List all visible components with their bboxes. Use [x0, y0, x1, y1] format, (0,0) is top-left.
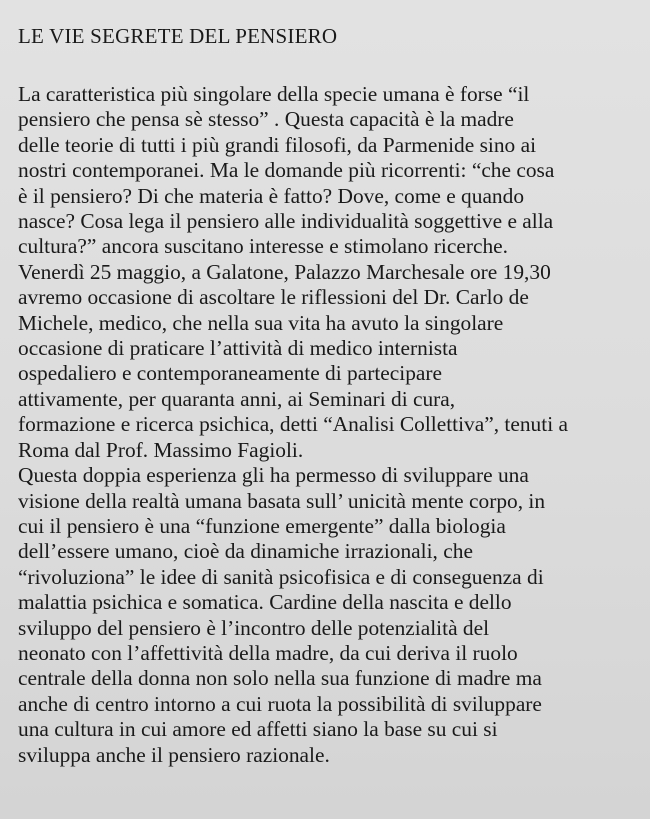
text-line: pensiero che pensa sè stesso” . Questa capacità è la madre [18, 107, 514, 132]
text-line: centrale della donna non solo nella sua funzione di madre ma [18, 666, 542, 691]
text-line: neonato con l’affettività della madre, da cui deriva il ruolo [18, 640, 518, 665]
text-line: Roma dal Prof. Massimo Fagioli. [18, 437, 304, 462]
text-line: nasce? Cosa lega il pensiero alle individualità soggettive e alla [18, 209, 554, 234]
text-line: nostri contemporanei. Ma le domande più ricorrenti: “che cosa [18, 158, 555, 183]
text-line: cui il pensiero è una “funzione emergente” dalla biologia [18, 513, 506, 538]
text-line: è il pensiero? Di che materia è fatto? Dove, come e quando [18, 183, 525, 208]
text-line: formazione e ricerca psichica, detti “Analisi Collettiva”, tenuti a [18, 412, 568, 437]
text-line: visione della realtà umana basata sull’ unicità mente corpo, in [18, 488, 546, 513]
text-line: attivamente, per quaranta anni, ai Seminari di cura, [18, 386, 456, 411]
text-line: occasione di praticare l’attività di medico internista [18, 336, 458, 361]
text-line: Questa doppia esperienza gli ha permesso di sviluppare una [18, 463, 529, 488]
text-line: avremo occasione di ascoltare le riflessioni del Dr. Carlo de [18, 285, 529, 310]
text-line: Venerdì 25 maggio, a Galatone, Palazzo Marchesale ore 19,30 [18, 259, 551, 284]
text-line: una cultura in cui amore ed affetti siano la base su cui si [18, 717, 498, 742]
text-line: anche di centro intorno a cui ruota la possibilità di sviluppare [18, 691, 542, 716]
text-line: sviluppo del pensiero è l’incontro delle potenzialità del [18, 615, 490, 640]
text-line: sviluppa anche il pensiero razionale. [18, 742, 330, 767]
document-body [18, 82, 640, 768]
text-line: cultura?” ancora suscitano interesse e stimolano ricerche. [18, 234, 508, 259]
text-line: ospedaliero e contemporaneamente di partecipare [18, 361, 443, 386]
document-title: LE VIE SEGRETE DEL PENSIERO [18, 24, 338, 48]
text-line: “rivoluziona” le idee di sanità psicofisica e di conseguenza di [18, 564, 544, 589]
text-line: Michele, medico, che nella sua vita ha avuto la singolare [18, 310, 504, 335]
text-line: dell’essere umano, cioè da dinamiche irrazionali, che [18, 539, 473, 564]
text-line: malattia psichica e somatica. Cardine della nascita e dello [18, 590, 512, 615]
text-line: delle teorie di tutti i più grandi filosofi, da Parmenide sino ai [18, 132, 537, 157]
text-line: La caratteristica più singolare della specie umana è forse “il [18, 82, 530, 106]
